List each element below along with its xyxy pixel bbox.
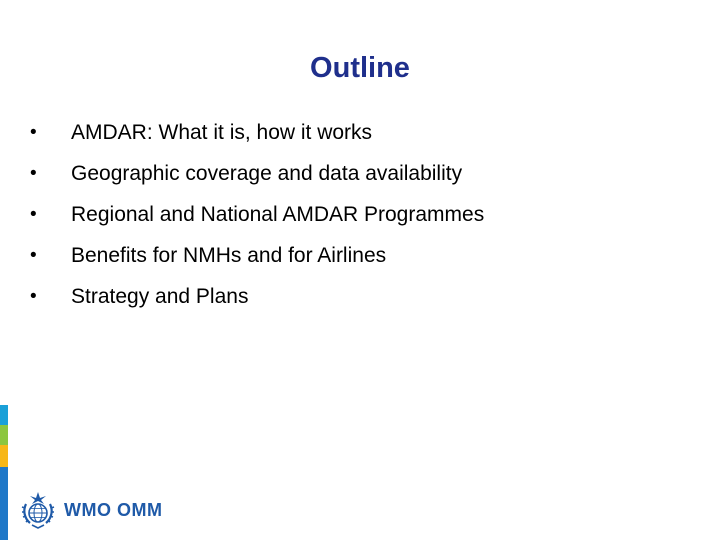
bullet-list (30, 115, 484, 320)
color-strip-blue (0, 405, 8, 425)
bullet-text: Geographic coverage and data availability (71, 162, 463, 185)
slide-title: Outline (310, 52, 410, 84)
color-strip-green (0, 425, 8, 445)
bullet-item (30, 115, 484, 156)
logo-text: WMO OMM (64, 499, 163, 520)
bullet-dot: • (30, 204, 37, 225)
bullet-dot: • (30, 163, 37, 184)
bullet-item (30, 156, 484, 197)
bullet-text: Strategy and Plans (71, 285, 249, 308)
bullet-text: Benefits for NMHs and for Airlines (71, 244, 387, 267)
bullet-text: AMDAR: What it is, how it works (71, 121, 373, 144)
bullet-dot: • (30, 286, 37, 307)
bullet-dot: • (30, 245, 37, 266)
wmo-logo (20, 487, 162, 533)
bullet-item (30, 197, 484, 238)
bullet-dot: • (30, 122, 37, 143)
bullet-item (30, 279, 484, 320)
bullet-text: Regional and National AMDAR Programmes (71, 203, 485, 226)
color-strip-dark-blue (0, 467, 8, 540)
bullet-item (30, 238, 484, 279)
wmo-emblem-icon (20, 490, 56, 530)
color-strip-yellow (0, 445, 8, 467)
